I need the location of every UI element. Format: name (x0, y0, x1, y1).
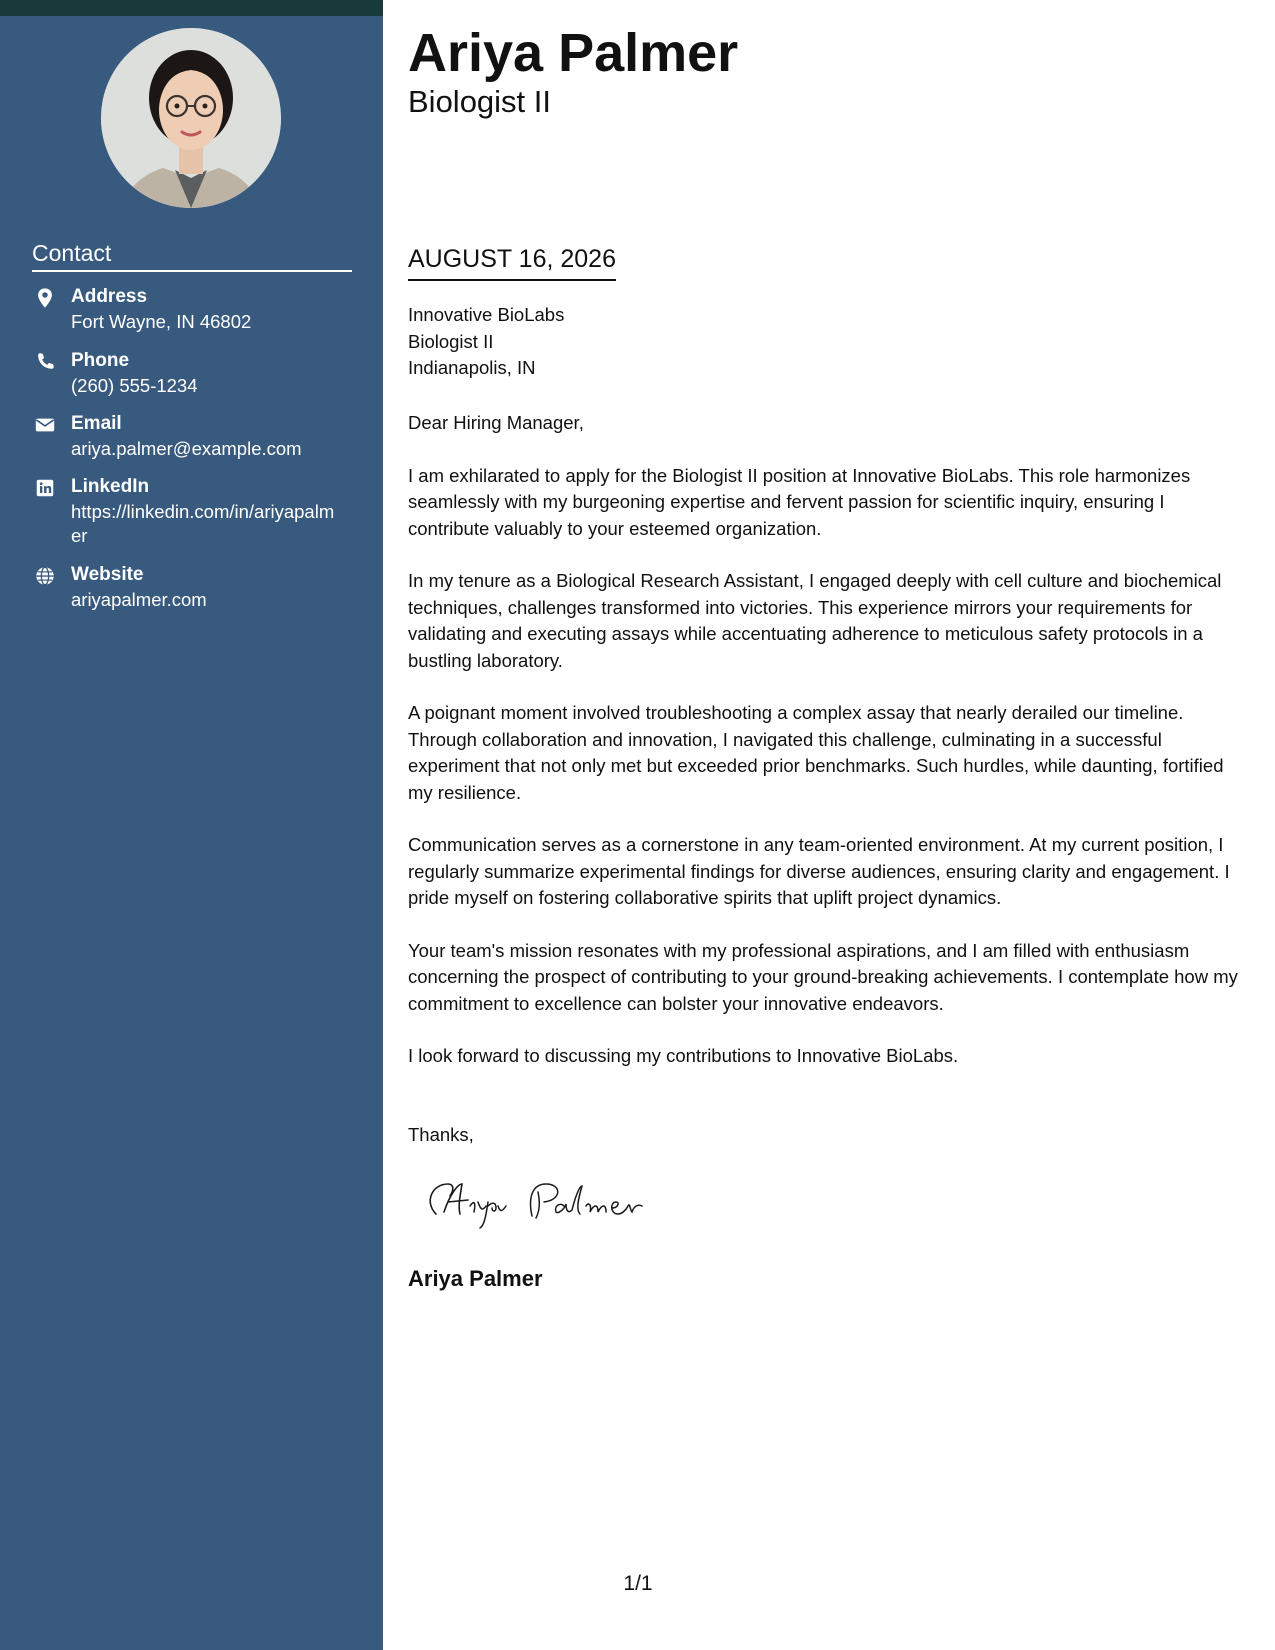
letter-paragraph: In my tenure as a Biological Research Assistant, I engaged deeply with cell culture and biochemical techniques, challenges transformed into victories. This experience mirrors your requirements for validating and executing assays while accentuating adherence to meticulous safety protocols in a bustling laboratory. (408, 570, 1222, 671)
salutation: Dear Hiring Manager, (408, 412, 584, 433)
contact-label: Phone (71, 350, 130, 371)
recipient-location: Indianapolis, IN (408, 357, 536, 378)
candidate-title: Biologist II (408, 84, 552, 119)
contact-label: Website (71, 564, 144, 585)
letter-paragraph: I look forward to discussing my contributions to Innovative BioLabs. (408, 1045, 959, 1066)
contact-value: ariyapalmer.com (71, 589, 207, 610)
globe-icon (34, 565, 56, 587)
contact-label: LinkedIn (71, 476, 150, 497)
envelope-icon (34, 414, 56, 436)
map-pin-icon (34, 287, 56, 309)
signature (414, 1172, 674, 1232)
contact-label: Email (71, 413, 122, 434)
contact-value: Fort Wayne, IN 46802 (71, 311, 252, 332)
contact-section-title: Contact (32, 240, 352, 272)
letter-paragraph: I am exhilarated to apply for the Biologist II position at Innovative BioLabs. This role harmonizes seamlessly with my burgeoning expertise and fervent passion for scientific inquiry, ensuring I contribute valuably to your esteemed organization. (408, 464, 1191, 539)
recipient-block (408, 302, 564, 382)
letter-paragraph: A poignant moment involved troubleshooting a complex assay that nearly derailed our timeline. Through collaboration and innovation, I navigated this challenge, culminating in a successful experiment that not only met but exceeded prior benchmarks. Such hurdles, while daunting, fortified my resilience. (408, 702, 1224, 803)
closing: Thanks, (408, 1124, 474, 1145)
page-number: 1/1 (623, 1572, 653, 1595)
candidate-name: Ariya Palmer (408, 23, 739, 83)
avatar (101, 28, 281, 208)
contact-value: (260) 555-1234 (71, 375, 198, 396)
contact-value: ariya.palmer@example.com (71, 438, 302, 459)
linkedin-icon (34, 477, 56, 499)
contact-value: https://linkedin.com/in/ariyapalmer (71, 501, 335, 546)
letter-paragraph: Your team's mission resonates with my professional aspirations, and I am filled with enthusiasm concerning the prospect of contributing to your ground-breaking achievements. I contemplate how my commitment to excellence can bolster your innovative endeavors. (408, 939, 1238, 1014)
phone-icon (34, 351, 56, 373)
recipient-company: Innovative BioLabs (408, 304, 565, 325)
recipient-position: Biologist II (408, 330, 494, 352)
avatar-portrait (101, 28, 281, 208)
contact-label: Address (71, 286, 148, 307)
letter-paragraph: Communication serves as a cornerstone in any team-oriented environment. At my current position, I regularly summarize experimental findings for diverse audiences, ensuring clarity and engagement. I pride myself on fostering collaborative spirits that uplift project dynamics. (408, 834, 1230, 908)
letter-date: AUGUST 16, 2026 (408, 243, 616, 281)
signer-name: Ariya Palmer (408, 1266, 543, 1291)
letter-body (408, 410, 1248, 1096)
sidebar (0, 0, 383, 1650)
sidebar-top-bar (0, 0, 383, 16)
